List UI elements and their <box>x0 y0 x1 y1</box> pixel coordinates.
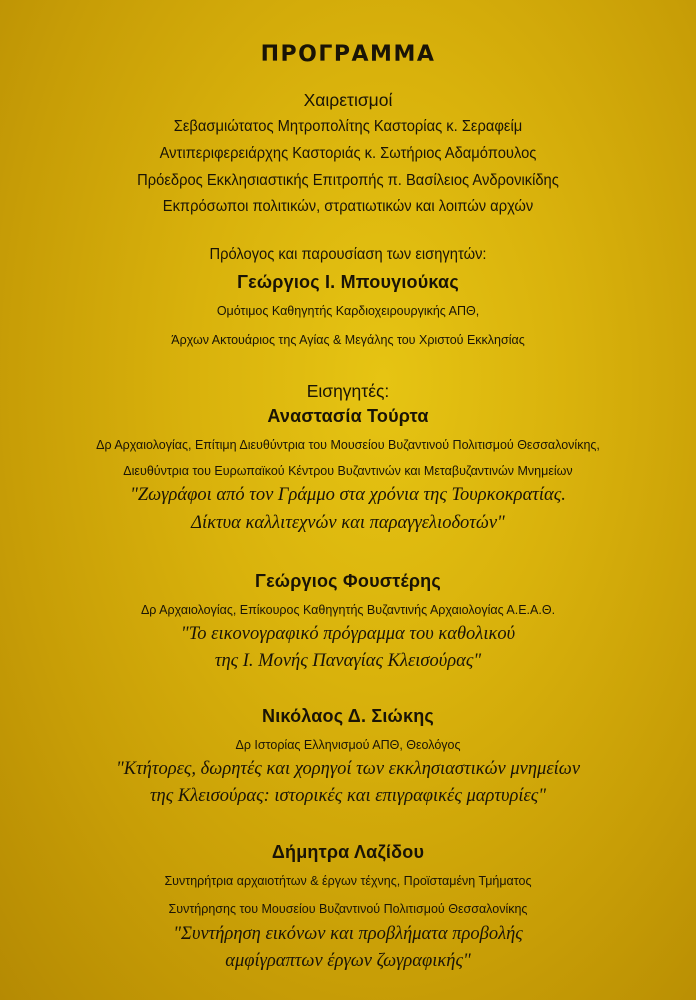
talk-title: αμφίγραπτων έργων ζωγραφικής" <box>225 951 471 971</box>
speaker-name: Δήμητρα Λαζίδου <box>271 842 425 862</box>
prologue-presenter-name: Γεώργιος Ι. Μπουγιούκας <box>237 272 459 292</box>
prologue-presenter-role: Άρχων Ακτουάριος της Αγίας & Μεγάλης του Χριστού Εκκλησίας <box>171 333 525 347</box>
speakers-heading: Εισηγητές: <box>306 381 390 401</box>
speaker-name: Αναστασία Τούρτα <box>267 406 429 426</box>
speaker-role: Συντήρησης του Μουσείου Βυζαντινού Πολιτισμού Θεσσαλονίκης <box>168 902 528 916</box>
prologue-presenter-role: Ομότιμος Καθηγητής Καρδιοχειρουργικής ΑΠΘ, <box>216 304 480 318</box>
greeting-line: Πρόεδρος Εκκλησιαστικής Επιτροπής π. Βασίλειος Ανδρονικίδης <box>137 172 559 189</box>
greeting-line: Αντιπεριφερειάρχης Καστοριάς κ. Σωτήριος Αδαμόπουλος <box>159 145 537 162</box>
speaker-role: Διευθύντρια του Ευρωπαϊκού Κέντρου Βυζαντινών και Μεταβυζαντινών Μνημείων <box>123 464 573 478</box>
talk-title: Δίκτυα καλλιτεχνών και παραγγελιοδοτών" <box>191 513 505 533</box>
greetings-heading: Χαιρετισμοί <box>303 90 393 110</box>
speaker-role: Δρ Ιστορίας Ελληνισμού ΑΠΘ, Θεολόγος <box>235 738 461 752</box>
page-title: ΠΡΟΓΡΑΜΜΑ <box>260 42 436 67</box>
speaker-role: Δρ Αρχαιολογίας, Επίτιμη Διευθύντρια του Μουσείου Βυζαντινού Πολιτισμού Θεσσαλονίκης, <box>96 438 600 452</box>
greeting-line: Σεβασμιώτατος Μητροπολίτης Καστορίας κ. Σεραφείμ <box>173 118 523 135</box>
talk-title: της Ι. Μονής Παναγίας Κλεισούρας" <box>214 651 482 671</box>
speaker-name: Γεώργιος Φουστέρης <box>255 571 441 591</box>
speaker-role: Συντηρήτρια αρχαιοτήτων & έργων τέχνης, Προϊσταμένη Τμήματος <box>164 874 532 888</box>
talk-title: "Κτήτορες, δωρητές και χορηγοί των εκκλησιαστικών μνημείων <box>115 759 581 779</box>
speaker-name: Νικόλαος Δ. Σιώκης <box>262 706 434 726</box>
talk-title: της Κλεισούρας: ιστορικές και επιγραφικές μαρτυρίες" <box>149 786 547 806</box>
speaker-role: Δρ Αρχαιολογίας, Επίκουρος Καθηγητής Βυζαντινής Αρχαιολογίας Α.Ε.Α.Θ. <box>140 603 556 617</box>
greeting-line: Εκπρόσωποι πολιτικών, στρατιωτικών και λοιπών αρχών <box>162 198 534 215</box>
talk-title: "Συντήρηση εικόνων και προβλήματα προβολής <box>173 924 523 944</box>
talk-title: "Το εικονογραφικό πρόγραμμα του καθολικού <box>180 624 516 644</box>
prologue-heading: Πρόλογος και παρουσίαση των εισηγητών: <box>209 246 487 263</box>
talk-title: "Ζωγράφοι από τον Γράμμο στα χρόνια της Τουρκοκρατίας. <box>130 485 566 505</box>
